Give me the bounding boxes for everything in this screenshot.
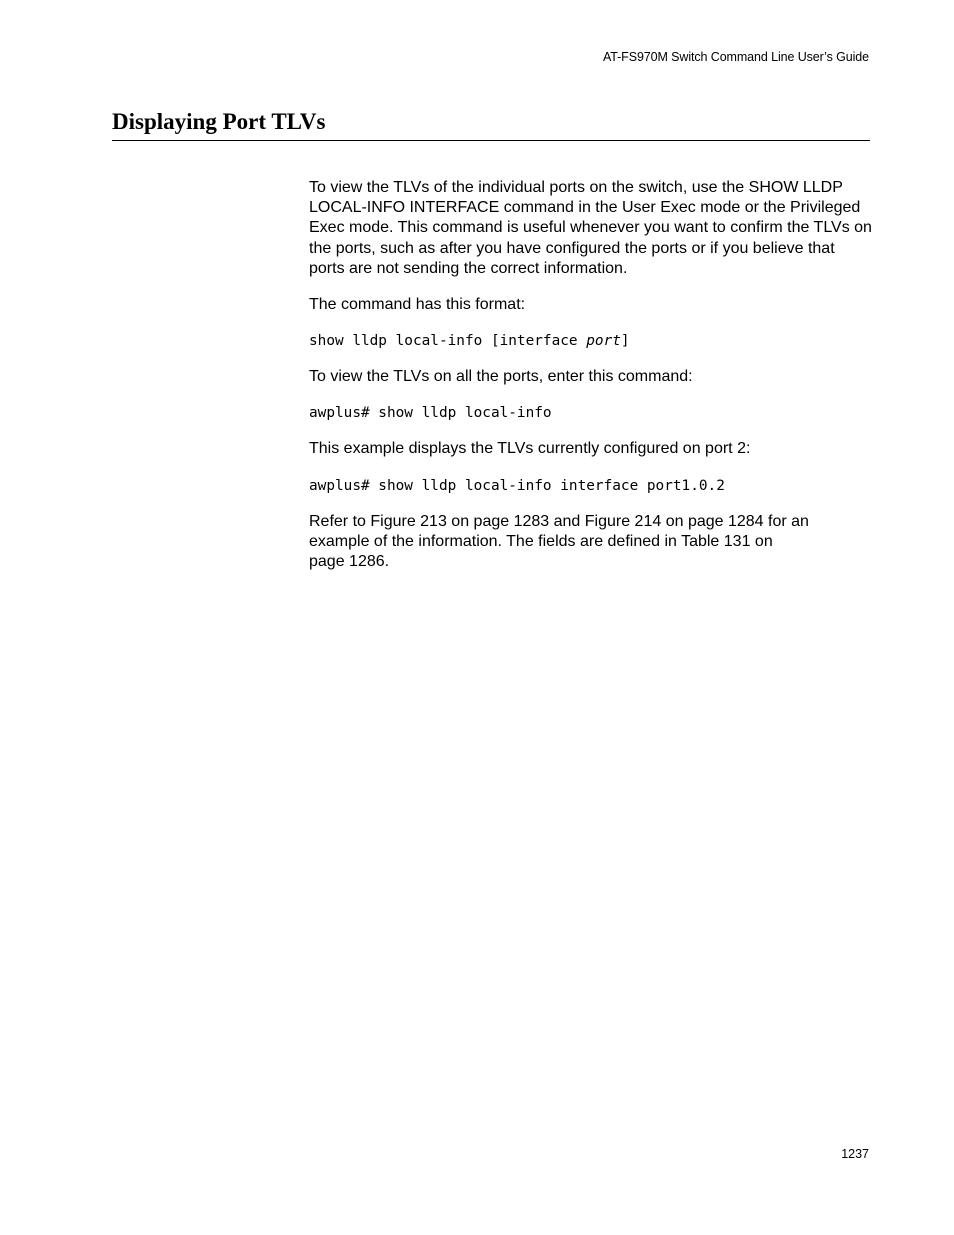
port2-command: awplus# show lldp local-info interface port1.0.2	[309, 477, 725, 494]
body-column	[309, 178, 874, 588]
format-command	[309, 331, 874, 351]
format-command-suffix: ]	[620, 333, 630, 350]
reference-paragraph	[309, 512, 874, 573]
reference-line-2: example of the information. The fields are defined in Table 131 on	[309, 532, 773, 550]
intro-paragraph: To view the TLVs of the individual ports on the switch, use the SHOW LLDP LOCAL-INFO INTERFACE command in the User Exec mode or the Privileged Exec mode. This command is useful whenever you want to confirm the TLVs on the ports, such as after you have configured the ports or if you believe that ports are not sending the correct information.	[309, 179, 872, 277]
section-title: Displaying Port TLVs	[112, 109, 326, 134]
reference-line-1: Refer to Figure 213 on page 1283 and Figure 214 on page 1284 for an	[309, 512, 809, 530]
all-ports-intro: To view the TLVs on all the ports, enter this command:	[309, 368, 693, 386]
format-intro: The command has this format:	[309, 296, 526, 314]
reference-line-3: page 1286.	[309, 553, 390, 571]
format-command-prefix: show lldp local-info [interface	[309, 333, 587, 350]
port2-intro: This example displays the TLVs currently configured on port 2:	[309, 440, 751, 458]
running-header: AT-FS970M Switch Command Line User’s Guide	[602, 50, 869, 64]
format-command-arg: port	[586, 333, 621, 350]
page-number: 1237	[841, 1147, 869, 1161]
all-ports-command: awplus# show lldp local-info	[309, 405, 552, 422]
title-rule	[112, 140, 870, 141]
